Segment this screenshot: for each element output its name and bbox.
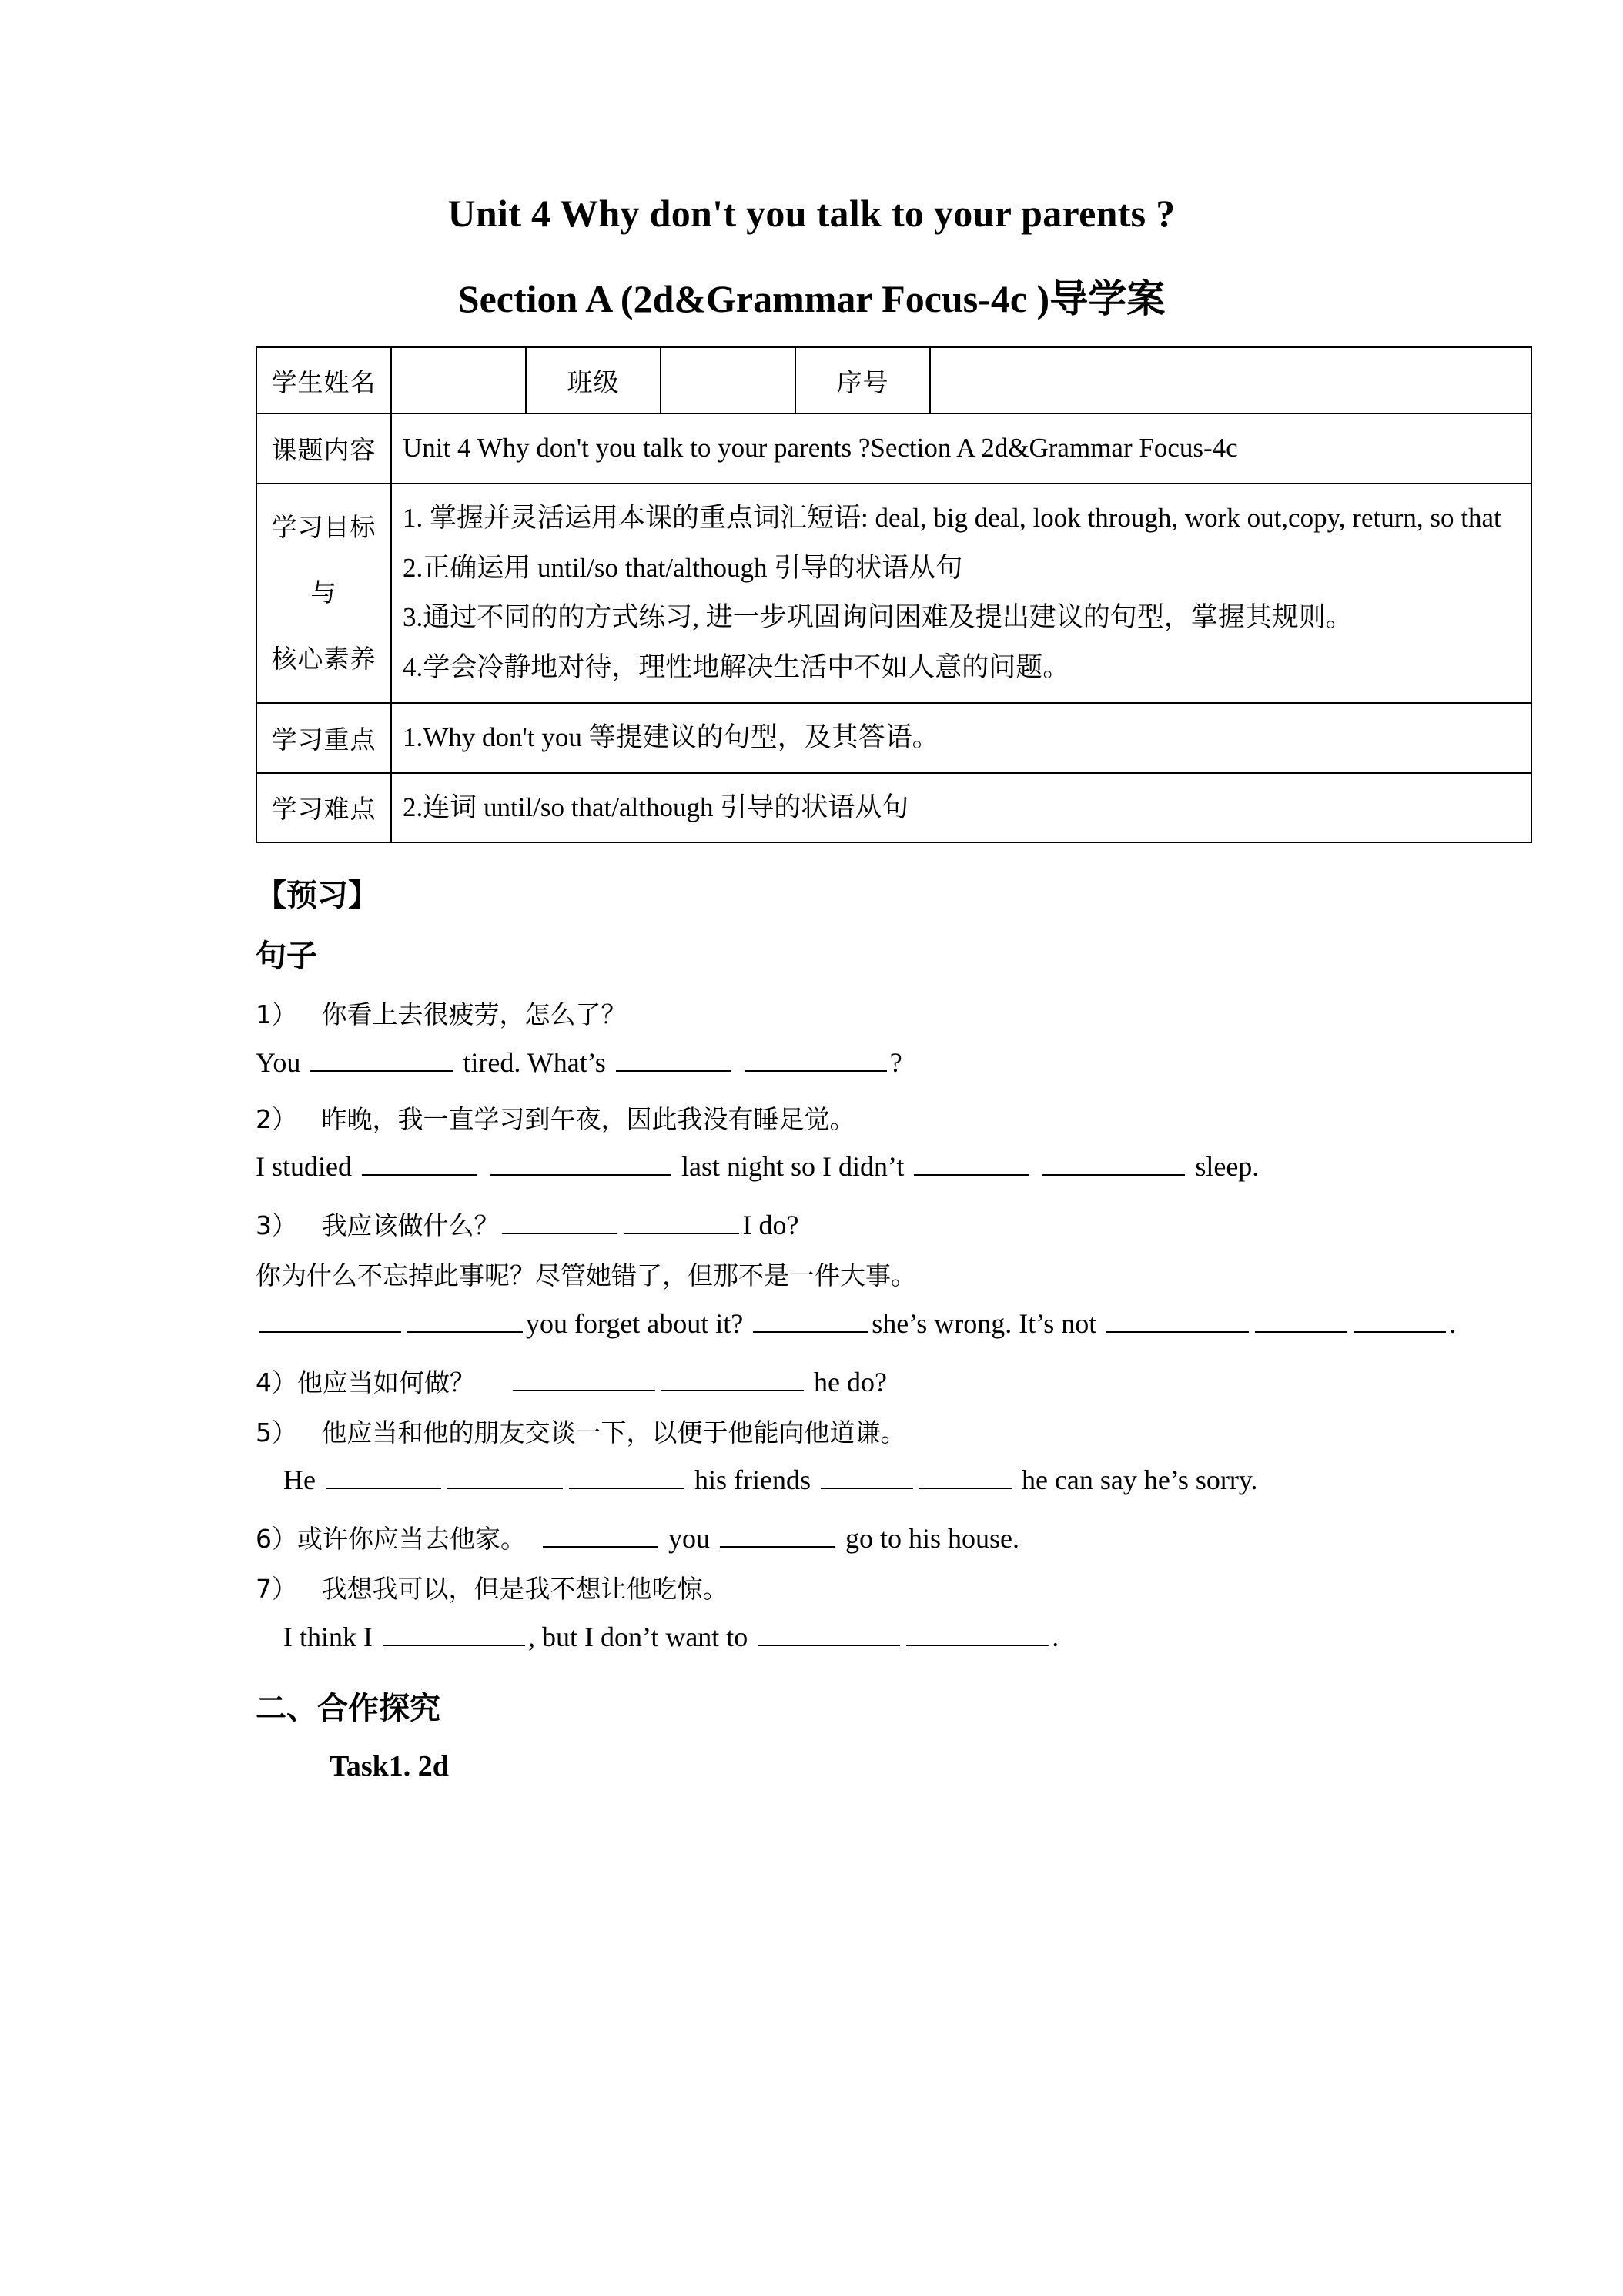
blank[interactable] (1354, 1310, 1446, 1333)
q6-seg-2: you (661, 1523, 717, 1555)
q1-seg-3 (735, 1047, 741, 1078)
number-label: 序号 (795, 347, 930, 413)
q4-seg-3: he do? (807, 1366, 887, 1397)
q6-seg-3: go to his house. (838, 1523, 1020, 1555)
question-2-answer-line (256, 1146, 1564, 1187)
question-6-cn: 或许你应当去他家。 (297, 1524, 526, 1555)
topic-label: 课题内容 (256, 413, 391, 484)
q3b-seg-3: . (1449, 1307, 1457, 1339)
question-3b-cn: 你为什么不忘掉此事呢？尽管她错了，但那不是一件大事。 (256, 1260, 916, 1291)
key-points-label: 学习重点 (256, 703, 391, 773)
goals-label (256, 484, 391, 703)
page-subtitle-en: Section A (2d&Grammar Focus-4c ) (457, 277, 1050, 320)
lesson-info-table (256, 346, 1532, 843)
blank[interactable] (362, 1153, 477, 1176)
blank[interactable] (616, 1049, 731, 1072)
blank[interactable] (720, 1525, 835, 1548)
blank[interactable] (1042, 1153, 1185, 1176)
student-name-label: 学生姓名 (256, 347, 391, 413)
q2-seg-3: last night so I didn’t (674, 1151, 912, 1183)
blank[interactable] (821, 1466, 913, 1489)
q2-seg-5: sleep. (1188, 1151, 1260, 1183)
table-row (256, 773, 1531, 843)
blank[interactable] (569, 1466, 684, 1489)
blank[interactable] (758, 1623, 900, 1646)
question-3b-answer-line (256, 1303, 1564, 1344)
goal-item-2: 2.正确运用 until/so that/although 引导的状语从句 (403, 552, 963, 583)
table-row (256, 347, 1531, 413)
blank[interactable] (407, 1310, 523, 1333)
question-5-no: 5） (256, 1417, 297, 1448)
goal-item-3: 3.通过不同的的方式练习, 进一步巩固询问困难及提出建议的句型，掌握其规则。 (403, 602, 1353, 633)
blank[interactable] (1106, 1310, 1249, 1333)
q7-seg-4: . (1052, 1621, 1059, 1652)
question-5-cn: 他应当和他的朋友交谈一下，以便于他能向他道谦。 (321, 1417, 906, 1448)
blank[interactable] (502, 1211, 617, 1234)
goals-label-line1: 学习目标 (271, 511, 376, 542)
blank[interactable] (745, 1049, 887, 1072)
question-1-no: 1） (256, 999, 297, 1030)
blank[interactable] (310, 1049, 453, 1072)
blank[interactable] (259, 1310, 401, 1333)
question-2-prompt (256, 1100, 1564, 1139)
question-3-no: 3） (256, 1210, 297, 1241)
student-name-value[interactable] (391, 347, 526, 413)
page-subtitle (0, 278, 1623, 320)
goal-item-1: 1. 掌握并灵活运用本课的重点词汇短语: deal, big deal, look through, work out,copy, return, so that (403, 502, 1501, 533)
preview-heading: 【预习】 (256, 878, 379, 914)
page-subtitle-cn: 导学案 (1049, 276, 1166, 321)
q5-seg-6: he can say he’s sorry. (1014, 1464, 1258, 1496)
question-3-prompt (256, 1204, 1564, 1246)
title-block (0, 0, 1623, 320)
goals-value (391, 484, 1531, 703)
task-1-heading: Task1. 2d (330, 1749, 449, 1782)
goals-label-line3: 核心素养 (271, 644, 376, 674)
class-value[interactable] (661, 347, 795, 413)
table-row (256, 703, 1531, 773)
blank[interactable] (624, 1211, 739, 1234)
preview-section (256, 843, 1564, 1783)
table-row (256, 484, 1531, 703)
difficult-points-value: 2.连词 until/so that/although 引导的状语从句 (391, 773, 1531, 843)
q5-seg-4: his friends (687, 1464, 818, 1496)
question-3-cn: 我应该做什么？ (321, 1210, 500, 1241)
blank[interactable] (914, 1153, 1029, 1176)
page-title: Unit 4 Why don't you talk to your parents ? (447, 192, 1176, 235)
blank[interactable] (447, 1466, 563, 1489)
blank[interactable] (383, 1623, 525, 1646)
question-4-cn: 他应当如何做？ (297, 1367, 475, 1397)
q1-seg-2: tired. What’s (456, 1046, 613, 1078)
question-5-prompt (256, 1414, 1564, 1452)
q2-seg-4 (1032, 1151, 1039, 1182)
blank[interactable] (513, 1368, 655, 1391)
question-1-cn: 你看上去很疲劳，怎么了？ (321, 999, 627, 1030)
class-label: 班级 (526, 347, 661, 413)
question-7-no: 7） (256, 1574, 297, 1605)
goals-label-line2: 与 (310, 577, 337, 608)
table-row (256, 413, 1531, 484)
blank[interactable] (326, 1466, 441, 1489)
q3b-seg-2: she’s wrong. It’s not (872, 1307, 1104, 1339)
topic-value: Unit 4 Why don't you talk to your parents ?Section A 2d&Grammar Focus-4c (391, 413, 1531, 484)
blank[interactable] (490, 1153, 671, 1176)
q7-seg-1: I think I (283, 1621, 380, 1652)
question-4-prompt (256, 1361, 1564, 1403)
question-6-no: 6） (256, 1524, 297, 1555)
question-3b-prompt (256, 1257, 1564, 1295)
blank[interactable] (661, 1368, 804, 1391)
blank[interactable] (919, 1466, 1012, 1489)
question-1-prompt (256, 996, 1564, 1034)
section-two-heading: 二、合作探究 (256, 1690, 440, 1726)
question-2-cn: 昨晚，我一直学习到午夜，因此我没有睡足觉。 (321, 1103, 855, 1134)
goal-item-4: 4.学会冷静地对待，理性地解决生活中不如人意的问题。 (403, 652, 1070, 682)
blank[interactable] (543, 1525, 658, 1548)
blank[interactable] (753, 1310, 868, 1333)
q7-seg-2: , but I don’t want to (527, 1621, 755, 1652)
q1-seg-1: You (256, 1046, 308, 1078)
key-points-value: 1.Why don't you 等提建议的句型，及其答语。 (391, 703, 1531, 773)
question-7-prompt (256, 1570, 1564, 1608)
q2-seg-1: I studied (256, 1151, 359, 1183)
question-1-answer-line (256, 1042, 1564, 1083)
blank[interactable] (1255, 1310, 1347, 1333)
q1-seg-4: ? (889, 1046, 902, 1078)
difficult-points-label: 学习难点 (256, 773, 391, 843)
q3-seg-2: I do? (742, 1210, 799, 1241)
q2-seg-2 (480, 1151, 487, 1182)
question-6-prompt (256, 1518, 1564, 1559)
question-7-answer-line (256, 1616, 1564, 1658)
question-2-no: 2） (256, 1103, 297, 1134)
preview-subheading: 句子 (256, 939, 317, 975)
q5-seg-1: He (283, 1464, 323, 1496)
blank[interactable] (906, 1623, 1049, 1646)
question-4-no: 4） (256, 1367, 297, 1397)
number-value[interactable] (930, 347, 1531, 413)
question-5-answer-line (256, 1459, 1564, 1501)
question-7-cn: 我想我可以，但是我不想让他吃惊。 (321, 1574, 728, 1605)
q3b-seg-1: you forget about it? (526, 1307, 751, 1339)
